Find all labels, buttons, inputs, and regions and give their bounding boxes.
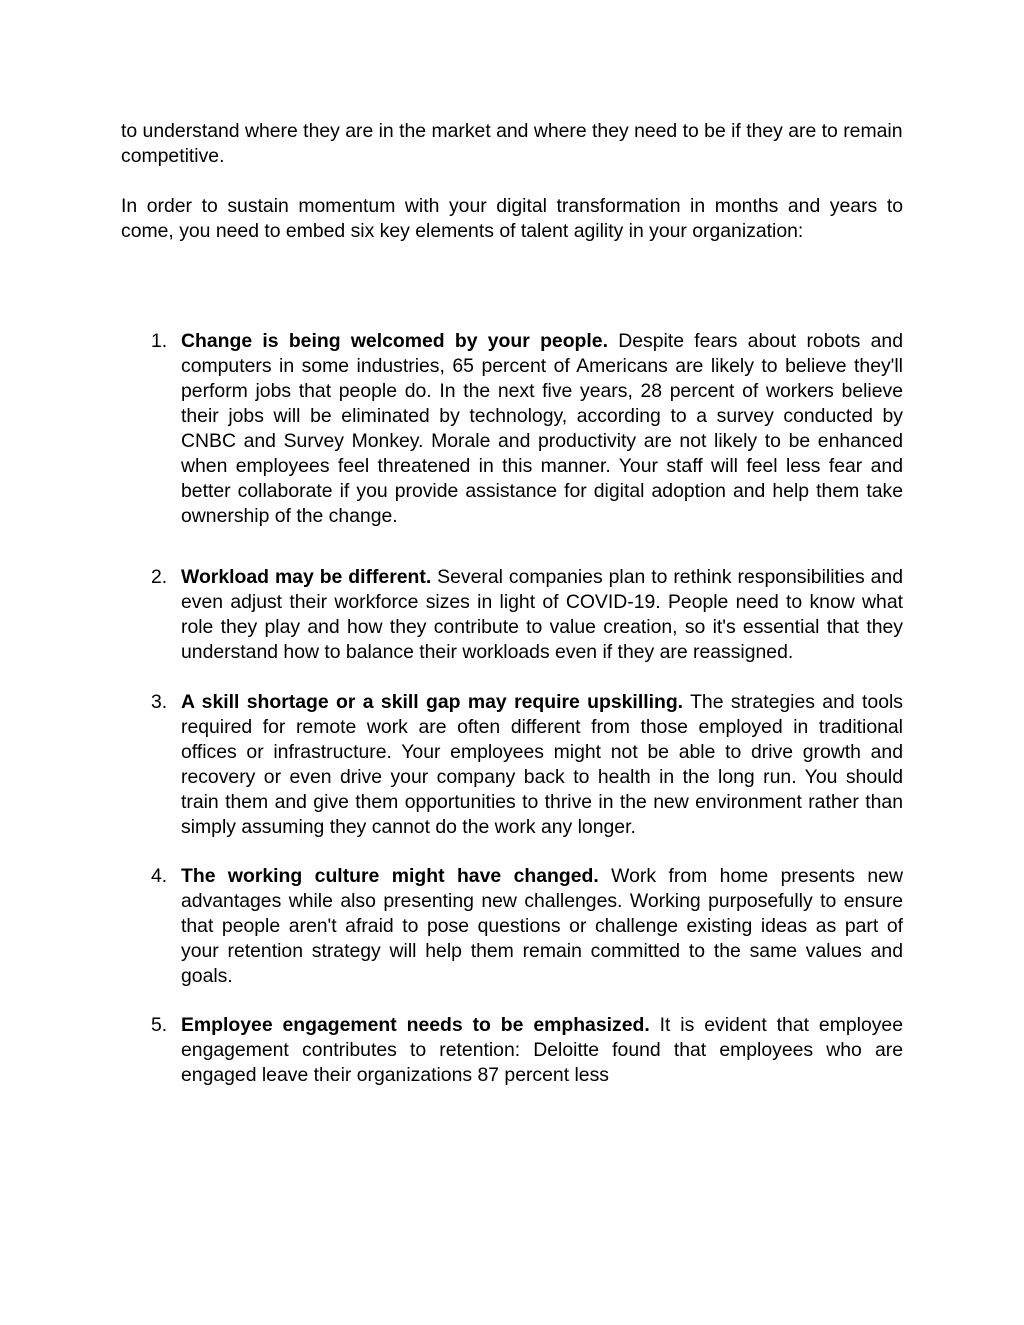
document-page [121,119,903,1088]
list-number: 4. [151,865,168,887]
list-item [121,329,903,529]
list-number: 5. [151,1014,168,1036]
list-item [121,690,903,840]
list-item [121,864,903,989]
list-item-heading: A skill shortage or a skill gap may require upskilling. [181,691,684,713]
continuation-paragraph: to understand where they are in the market and where they need to be if they are to remain competitive. [121,120,903,167]
list-item-body: It is evident that employee engagement contributes to retention: Deloitte found that employees who are engaged leave their organizations 87 percent less [181,1014,903,1086]
list-item-body: Despite fears about robots and computers in some industries, 65 percent of Americans are likely to believe they'll perform jobs that people do. In the next five years, 28 percent of workers believe their jobs will be eliminated by technology, according to a survey conducted by CNBC and Survey Monkey. Morale and productivity are not likely to be enhanced when employees feel threatened in this manner. Your staff will feel less fear and better collaborate if you provide assistance for digital adoption and help them take ownership of the change. [181,330,904,527]
list-number: 2. [151,566,168,588]
list-item-heading: The working culture might have changed. [181,865,599,887]
list-item-heading: Employee engagement needs to be emphasized. [181,1014,650,1036]
list-item-heading: Workload may be different. [181,566,432,588]
list-item-heading: Change is being welcomed by your people. [181,330,608,352]
list-item [121,1013,903,1088]
list-number: 3. [151,691,168,713]
list-item-body: The strategies and tools required for remote work are often different from those employed in traditional offices or infrastructure. Your employees might not be able to drive growth and recovery or even drive your company back to health in the long run. You should train them and give them opportunities to thrive in the new environment rather than simply assuming they cannot do the work any longer. [181,691,903,838]
list-number: 1. [151,330,168,352]
intro-paragraph: In order to sustain momentum with your digital transformation in months and years to come, you need to embed six key elements of talent agility in your organization: [121,195,903,242]
list-item-body: Work from home presents new advantages while also presenting new challenges. Working purposefully to ensure that people aren't afraid to pose questions or challenge existing ideas as part of your retention strategy will help them remain committed to the same values and goals. [181,865,903,987]
list-item-body: Several companies plan to rethink responsibilities and even adjust their workforce sizes in light of COVID-19. People need to know what role they play and how they contribute to value creation, so it's essential that they understand how to balance their workloads even if they are reassigned. [181,566,903,663]
list-item [121,565,903,665]
talent-agility-list [121,329,903,1088]
